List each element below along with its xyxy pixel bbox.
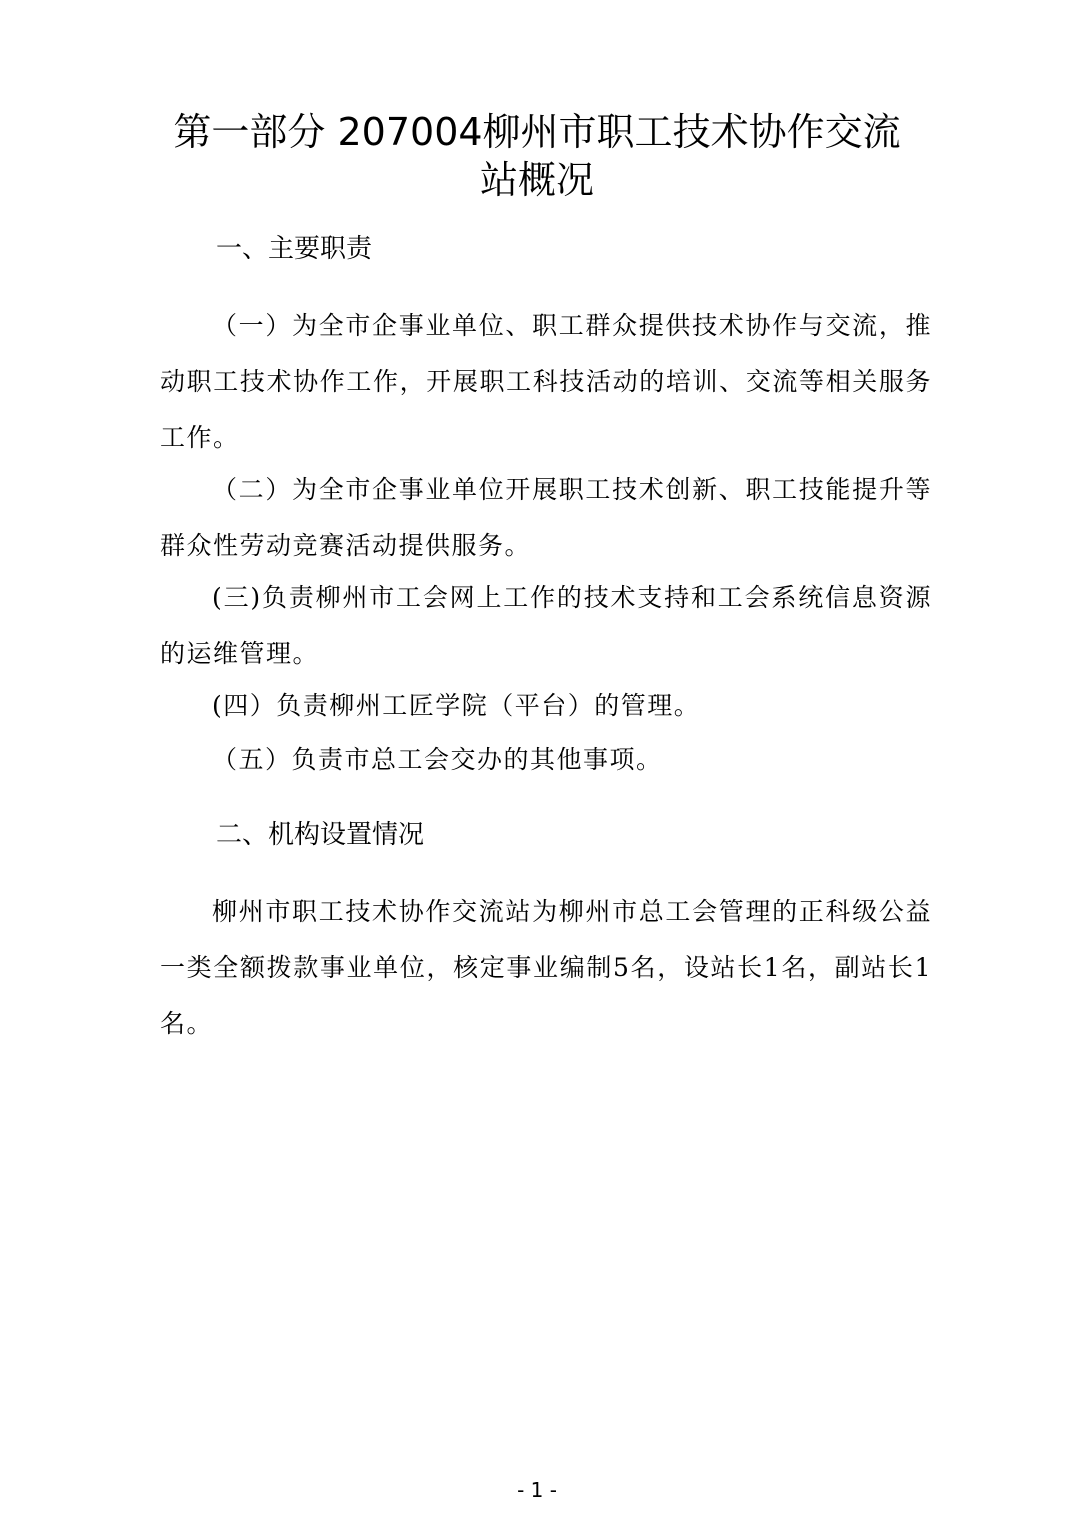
title-line-1: 第一部分 207004柳州市职工技术协作交流 xyxy=(173,110,901,154)
paragraph-responsibility-4: (四）负责柳州工匠学院（平台）的管理。 xyxy=(212,691,701,720)
paragraph-responsibility-5: （五）负责市总工会交办的其他事项。 xyxy=(212,745,663,774)
paragraph-responsibility-2: （二）为全市企事业单位开展职工技术创新、职工技能提升等群众性劳动竞赛活动提供服务。 xyxy=(160,475,932,560)
page-number: - 1 - xyxy=(517,1478,557,1502)
section-heading-organization: 二、机构设置情况 xyxy=(216,820,425,850)
page-title xyxy=(120,108,954,204)
section-heading-responsibilities: 一、主要职责 xyxy=(216,234,373,264)
paragraph-organization: 柳州市职工技术协作交流站为柳州市总工会管理的正科级公益一类全额拨款事业单位，核定事业编制5名，设站长1名，副站长1名。 xyxy=(160,897,932,1038)
paragraph-responsibility-3: (三)负责柳州市工会网上工作的技术支持和工会系统信息资源的运维管理。 xyxy=(160,583,932,668)
title-line-2: 站概况 xyxy=(479,158,594,202)
paragraph-responsibility-1: （一）为全市企事业单位、职工群众提供技术协作与交流，推动职工技术协作工作，开展职工科技活动的培训、交流等相关服务工作。 xyxy=(160,311,932,452)
